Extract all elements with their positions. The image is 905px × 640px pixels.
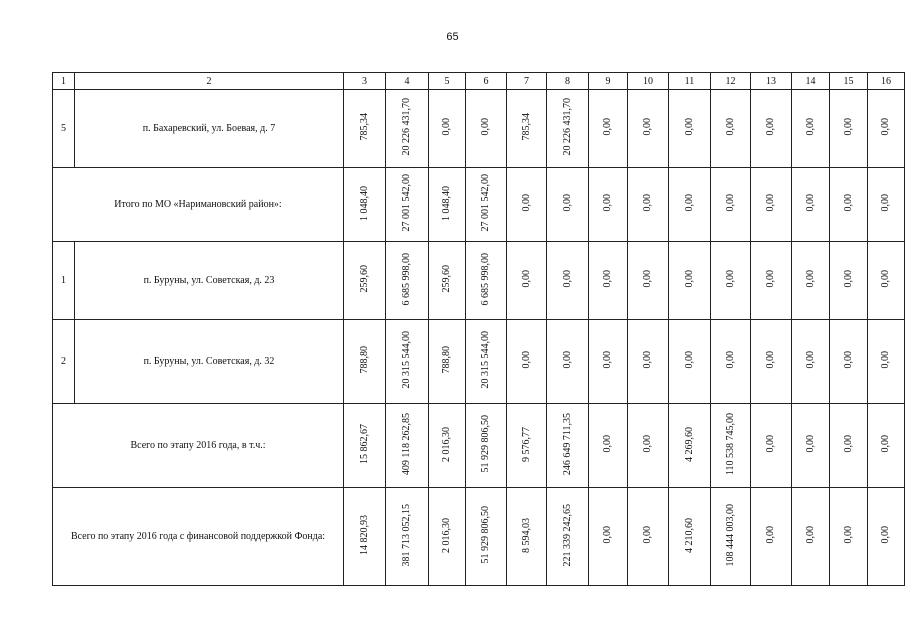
value-text: 0,00 [765,351,776,369]
value-text: 0,00 [880,435,891,453]
value-text: 0,00 [765,526,776,544]
value-cell [711,168,751,242]
column-header-8: 8 [547,73,589,90]
value-text: 0,00 [561,351,573,369]
value-cell [507,168,547,242]
value-cell [386,320,429,404]
value-cell [711,488,751,586]
value-cell [429,404,466,488]
column-header-3: 3 [344,73,386,90]
value-cell [711,242,751,320]
value-text: 0,00 [804,351,816,369]
data-table [52,72,905,586]
value-cell [589,242,628,320]
value-cell [669,90,711,168]
value-text: 0,00 [683,194,695,212]
value-text: 20 315 544,00 [480,331,491,389]
value-text: 0,00 [642,351,653,369]
table-row [53,90,905,168]
value-text: 0,00 [480,118,491,136]
header-row [53,73,905,90]
column-header-6: 6 [466,73,507,90]
column-header-1: 1 [53,73,75,90]
value-text: 0,00 [880,270,891,288]
value-cell [868,320,905,404]
column-header-13: 13 [751,73,792,90]
value-cell [628,242,669,320]
value-cell [868,90,905,168]
value-cell [628,90,669,168]
value-text: 0,00 [602,194,613,212]
value-cell [868,404,905,488]
value-cell [429,242,466,320]
value-cell [547,488,589,586]
value-text: 0,00 [804,194,816,212]
value-text: 51 929 806,50 [480,506,491,564]
value-cell [669,404,711,488]
value-cell [868,168,905,242]
value-text: 0,00 [724,118,736,136]
value-cell [466,488,507,586]
value-cell [792,168,830,242]
value-text: 381 713 052,15 [401,503,412,567]
column-header-2: 2 [75,73,344,90]
value-cell [792,90,830,168]
value-text: 0,00 [842,526,854,544]
value-cell [547,242,589,320]
value-cell [507,320,547,404]
value-cell [466,242,507,320]
value-cell [751,168,792,242]
value-text: 0,00 [642,270,653,288]
value-cell [589,320,628,404]
value-text: 6 685 998,00 [480,252,491,306]
value-cell [711,404,751,488]
value-cell [751,90,792,168]
value-text: 0,00 [765,270,776,288]
value-cell [466,90,507,168]
value-cell [792,320,830,404]
value-text: 0,00 [724,270,736,288]
value-cell [589,404,628,488]
value-text: 27 001 542,00 [480,174,491,232]
value-text: 0,00 [602,351,613,369]
value-cell [711,90,751,168]
value-text: 0,00 [602,526,613,544]
value-cell [589,90,628,168]
value-text: 20 226 431,70 [561,98,573,156]
value-text: 1 048,40 [441,185,452,221]
value-text: 0,00 [724,194,736,212]
value-text: 0,00 [804,435,816,453]
value-cell [386,404,429,488]
value-text: 0,00 [880,526,891,544]
value-text: 0,00 [880,194,891,212]
row-number: 5 [53,90,75,168]
value-cell [429,90,466,168]
table-row [53,320,905,404]
value-text: 788,80 [358,346,370,374]
total-label-cell: Всего по этапу 2016 года с финансовой поддержкой Фонда: [53,488,344,586]
value-cell [830,488,868,586]
value-cell [830,320,868,404]
address-cell: п. Бахаревский, ул. Боевая, д. 7 [75,90,344,168]
value-text: 0,00 [842,351,854,369]
total-label-cell: Итого по МО «Наримановский район»: [53,168,344,242]
value-text: 0,00 [880,118,891,136]
value-cell [792,488,830,586]
value-text: 4 210,60 [683,517,695,553]
value-text: 259,60 [441,265,452,293]
value-text: 0,00 [842,194,854,212]
value-cell [868,488,905,586]
value-cell [669,488,711,586]
value-text: 788,80 [441,346,452,374]
table-row [53,488,905,586]
column-header-5: 5 [429,73,466,90]
value-text: 14 820,93 [358,515,370,555]
page-number: 65 [446,31,459,43]
value-cell [751,404,792,488]
value-text: 221 339 242,65 [561,503,573,567]
value-cell [344,404,386,488]
value-cell [830,168,868,242]
value-cell [344,242,386,320]
table-row [53,404,905,488]
column-header-14: 14 [792,73,830,90]
value-text: 0,00 [765,435,776,453]
value-cell [792,404,830,488]
table-row [53,242,905,320]
value-text: 785,34 [358,113,370,141]
column-header-12: 12 [711,73,751,90]
value-text: 0,00 [683,118,695,136]
value-cell [669,320,711,404]
value-cell [386,168,429,242]
value-cell [751,242,792,320]
value-text: 0,00 [520,270,532,288]
column-header-16: 16 [868,73,905,90]
value-cell [868,242,905,320]
value-text: 0,00 [602,270,613,288]
value-text: 0,00 [765,118,776,136]
value-text: 0,00 [804,270,816,288]
value-text: 0,00 [842,435,854,453]
value-cell [547,320,589,404]
value-text: 0,00 [842,118,854,136]
value-cell [628,168,669,242]
value-cell [830,90,868,168]
value-cell [386,90,429,168]
address-cell: п. Буруны, ул. Советская, д. 32 [75,320,344,404]
table-row [53,168,905,242]
value-text: 409 118 262,85 [401,412,412,476]
value-cell [507,404,547,488]
value-text: 246 649 711,35 [561,412,573,476]
value-cell [344,488,386,586]
value-cell [792,242,830,320]
value-cell [669,168,711,242]
row-number: 2 [53,320,75,404]
row-number: 1 [53,242,75,320]
value-text: 20 315 544,00 [401,331,412,389]
value-text: 0,00 [842,270,854,288]
value-text: 51 929 806,50 [480,415,491,473]
value-cell [589,488,628,586]
value-cell [830,242,868,320]
value-text: 0,00 [804,526,816,544]
value-text: 0,00 [724,351,736,369]
value-cell [547,168,589,242]
value-text: 4 269,60 [683,426,695,462]
value-text: 2 016,30 [441,517,452,553]
value-text: 8 594,03 [520,517,532,553]
value-cell [344,320,386,404]
value-text: 108 444 003,00 [724,503,736,567]
column-header-4: 4 [386,73,429,90]
value-text: 0,00 [642,118,653,136]
value-cell [628,488,669,586]
value-text: 2 016,30 [441,426,452,462]
value-cell [429,168,466,242]
value-text: 0,00 [520,351,532,369]
value-text: 785,34 [520,113,532,141]
value-cell [830,404,868,488]
value-text: 15 862,67 [358,424,370,464]
value-cell [507,242,547,320]
value-text: 0,00 [880,351,891,369]
value-text: 0,00 [642,194,653,212]
value-text: 0,00 [561,270,573,288]
value-cell [507,488,547,586]
value-text: 0,00 [765,194,776,212]
value-cell [628,320,669,404]
value-text: 0,00 [683,351,695,369]
address-cell: п. Буруны, ул. Советская, д. 23 [75,242,344,320]
value-cell [344,90,386,168]
value-cell [547,90,589,168]
value-text: 259,60 [358,265,370,293]
value-text: 0,00 [642,526,653,544]
value-cell [429,320,466,404]
value-text: 20 226 431,70 [401,98,412,156]
value-cell [711,320,751,404]
value-text: 1 048,40 [358,185,370,221]
value-cell [466,168,507,242]
value-cell [751,320,792,404]
value-cell [466,320,507,404]
column-header-7: 7 [507,73,547,90]
column-header-15: 15 [830,73,868,90]
value-text: 110 538 745,00 [724,412,736,476]
value-cell [628,404,669,488]
value-cell [429,488,466,586]
value-cell [386,488,429,586]
column-header-10: 10 [628,73,669,90]
value-text: 0,00 [441,118,452,136]
value-cell [344,168,386,242]
value-text: 6 685 998,00 [401,252,412,306]
column-header-9: 9 [589,73,628,90]
column-header-11: 11 [669,73,711,90]
value-cell [751,488,792,586]
value-cell [547,404,589,488]
value-text: 0,00 [520,194,532,212]
value-text: 0,00 [642,435,653,453]
value-cell [507,90,547,168]
total-label-cell: Всего по этапу 2016 года, в т.ч.: [53,404,344,488]
value-cell [589,168,628,242]
value-cell [466,404,507,488]
value-text: 9 576,77 [520,426,532,462]
value-cell [669,242,711,320]
value-cell [386,242,429,320]
value-text: 0,00 [683,270,695,288]
value-text: 0,00 [804,118,816,136]
value-text: 27 001 542,00 [401,174,412,232]
value-text: 0,00 [602,118,613,136]
value-text: 0,00 [602,435,613,453]
value-text: 0,00 [561,194,573,212]
